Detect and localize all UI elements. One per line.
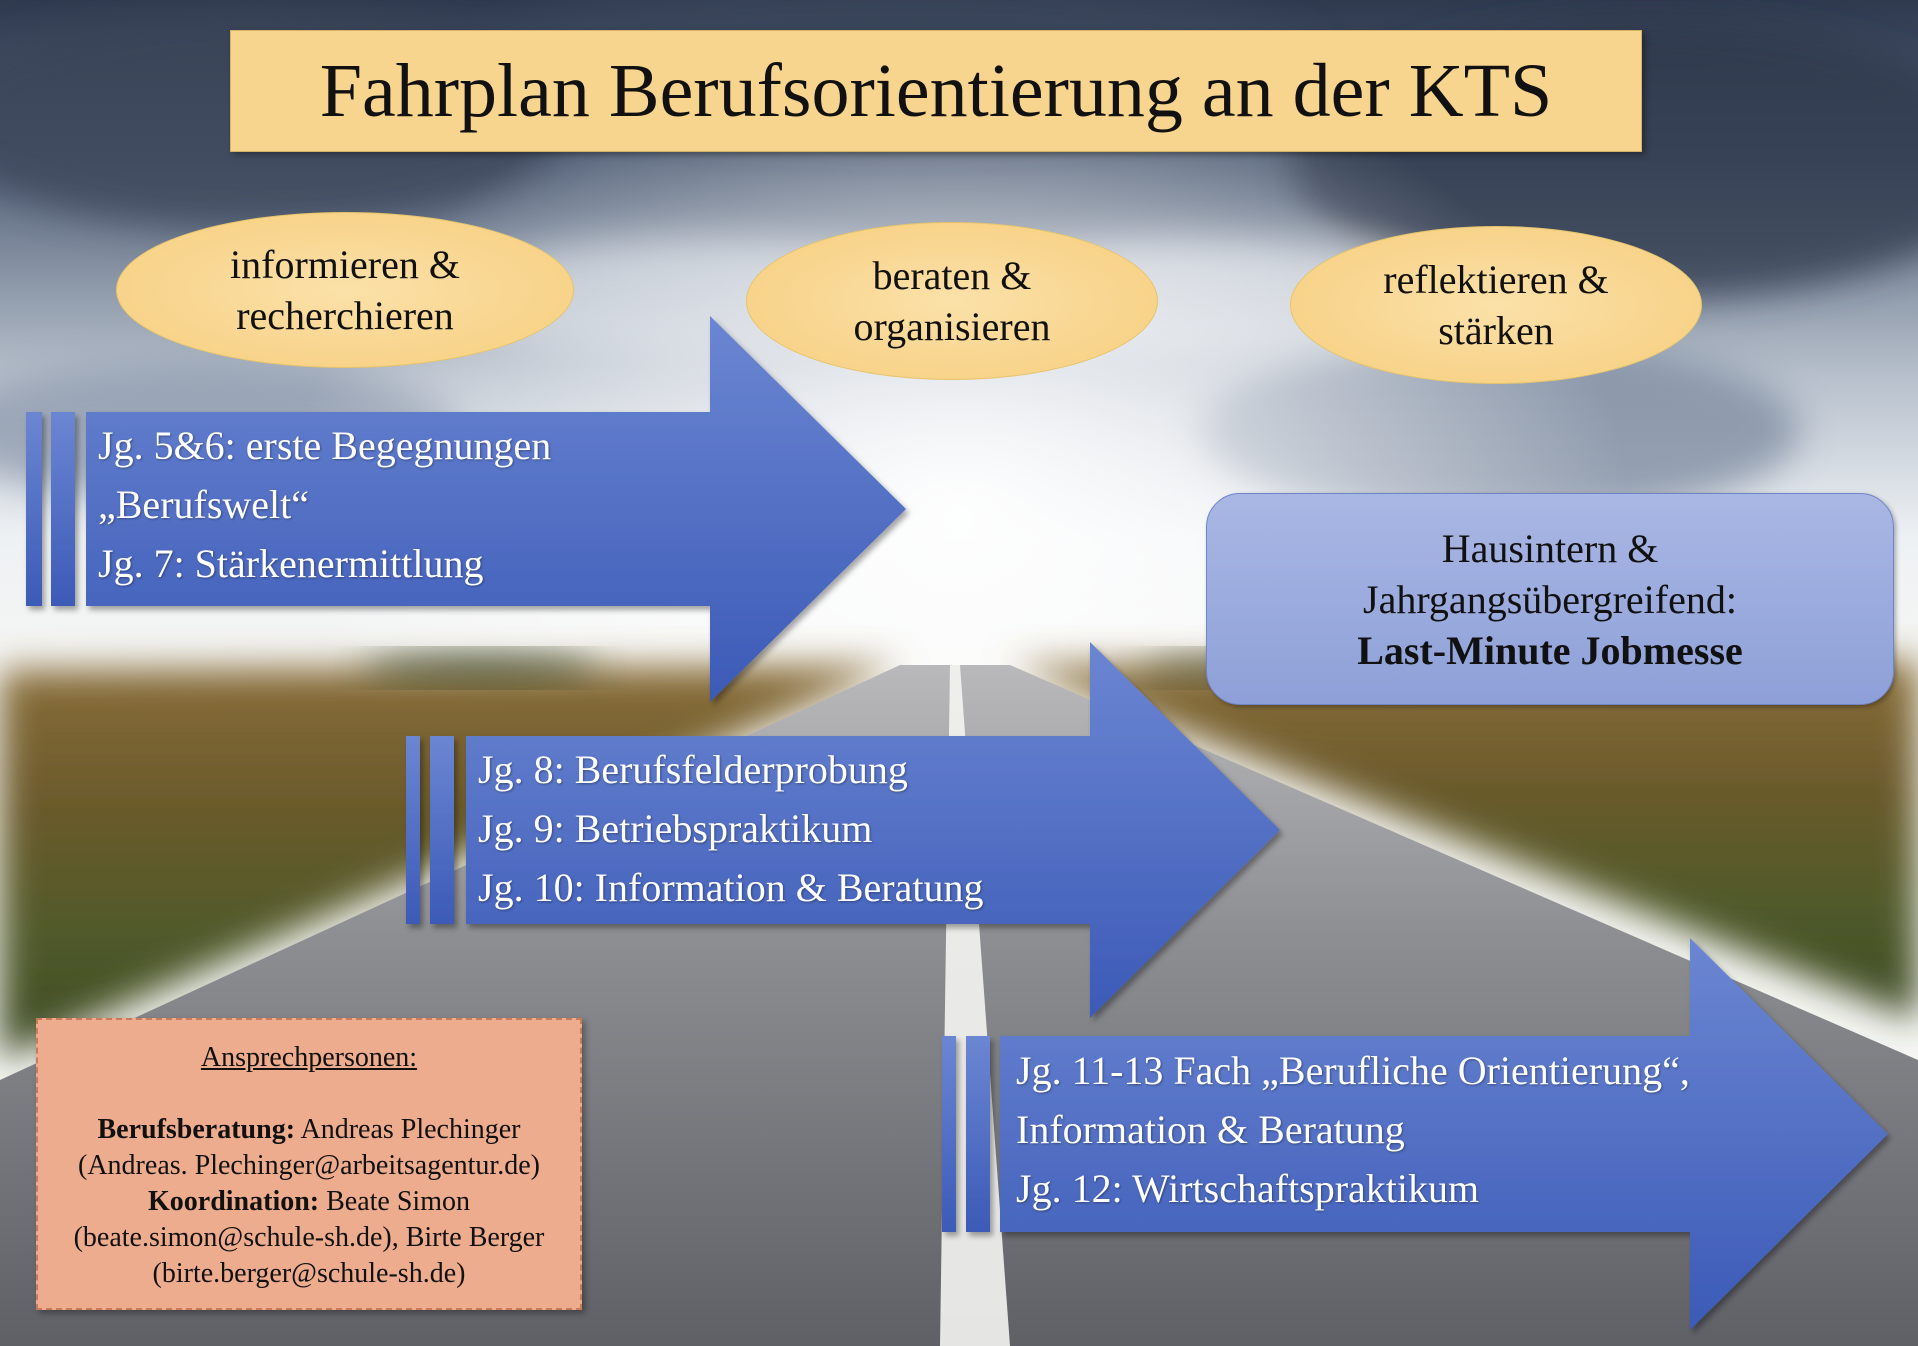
arrow-stage-1-text bbox=[98, 416, 551, 593]
arrow-3-line-3: Jg. 12: Wirtschaftspraktikum bbox=[1016, 1166, 1480, 1211]
koordination-line bbox=[38, 1184, 580, 1220]
arrow-1-line-1: Jg. 5&6: erste Begegnungen bbox=[98, 423, 552, 468]
jobfair-line-1: Hausintern & bbox=[1441, 525, 1659, 571]
page-title: Fahrplan Berufsorientierung an der KTS bbox=[319, 48, 1553, 133]
berufsberatung-line bbox=[38, 1112, 580, 1148]
phase-reflektieren-line2: stärken bbox=[1438, 308, 1554, 353]
jobfair-line-2: Jahrgangsübergreifend: bbox=[1363, 576, 1737, 622]
contact-heading: Ansprechpersonen: bbox=[200, 1042, 418, 1073]
arrow-2-line-3: Jg. 10: Information & Beratung bbox=[478, 865, 984, 910]
phase-informieren-line1: informieren & bbox=[230, 242, 460, 287]
arrow-2-line-1: Jg. 8: Berufsfelderprobung bbox=[478, 747, 908, 792]
berufsberatung-name: Andreas Plechinger bbox=[295, 1114, 521, 1145]
arrow-1-line-3: Jg. 7: Stärkenermittlung bbox=[98, 541, 484, 586]
jobfair-title: Last-Minute Jobmesse bbox=[1357, 627, 1743, 673]
arrow-3-line-1: Jg. 11-13 Fach „Berufliche Orientierung“, bbox=[1016, 1048, 1690, 1093]
arrow-stage-3-text bbox=[1016, 1041, 1690, 1218]
arrow-1-line-2: „Berufswelt“ bbox=[98, 482, 310, 527]
koordination-email-1[interactable]: (beate.simon@schule-sh.de), Birte Berger bbox=[73, 1222, 545, 1253]
contact-box bbox=[36, 1018, 582, 1310]
phase-informieren-line2: recherchieren bbox=[236, 293, 454, 338]
arrow-stage-2-text bbox=[478, 740, 983, 917]
phase-beraten-line2: organisieren bbox=[853, 304, 1051, 349]
koordination-label: Koordination: bbox=[147, 1186, 320, 1217]
phase-beraten-line1: beraten & bbox=[872, 253, 1032, 298]
koordination-email-2[interactable]: (birte.berger@schule-sh.de) bbox=[152, 1258, 466, 1289]
arrow-2-line-2: Jg. 9: Betriebspraktikum bbox=[478, 806, 873, 851]
phase-reflektieren-line1: reflektieren & bbox=[1383, 257, 1609, 302]
berufsberatung-label: Berufsberatung: bbox=[97, 1114, 296, 1145]
arrow-3-line-2: Information & Beratung bbox=[1016, 1107, 1405, 1152]
koordination-name: Beate Simon bbox=[319, 1186, 470, 1217]
berufsberatung-email[interactable]: (Andreas. Plechinger@arbeitsagentur.de) bbox=[78, 1150, 540, 1181]
jobfair-box bbox=[1206, 493, 1894, 705]
